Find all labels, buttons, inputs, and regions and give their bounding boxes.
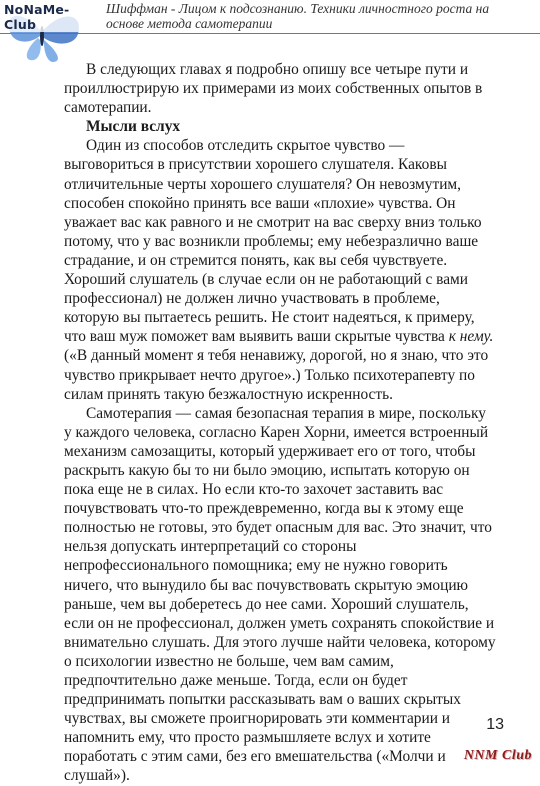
section-heading: Мысли вслух [86, 118, 181, 136]
running-header [106, 1, 536, 31]
paragraph-intro: В следующих главах я подробно опишу все четыре пути и проиллюстрирую их примерами из моих собственных опытов в самотерапии. [64, 61, 483, 117]
paragraph-listener [64, 136, 496, 403]
paragraph-listener-emphasis: к нему. [448, 328, 494, 346]
page-body [64, 60, 496, 786]
paragraph-listener-text: Один из способов отследить скрытое чувство — выговориться в присутствии хорошего слушателя. Каковы отличительные черты хорошего слушателя? Он невозмутим, способен спокойно принять все ваши «плохие» чувства. Он уважает вас как равного и не смотрит на вас сверху вниз только потому, что у вас возникли проблемы; ему небезразлично ваше страдание, и он стремится понять, как вы себя чувствуете. Хороший слушатель (в случае если он не работающий с вами профессионал) не должен лично участвовать в проблеме, которую вы пытаетесь решить. Не стоит надеяться, к примеру, что ваш муж поможет вам выявить ваши скрытые чувства [64, 137, 482, 346]
paragraph-selftherapy: Самотерапия — самая безопасная терапия в мире, поскольку у каждого человека, согласно Карен Хорни, имеется встроенный механизм самозащиты, который удерживает его от того, чтобы раскрыть какую бы то ни было эмоцию, испытать которую он пока еще не в силах. Но если кто-то захочет заставить вас почувствовать что-то преждевременно, когда вы к этому еще полностью не готовы, это будет опасным для вас. Это значит, что нельзя допускать интерпретаций со стороны непрофессионального помощника; ему не нужно говорить ничего, что вынудило бы вас почувствовать скрытую эмоцию раньше, чем вы доберетесь до нее сами. Хороший слушатель, если он не профессионал, должен уметь сохранять спокойствие и внимательно слушать. Для этого лучше найти человека, которому о психологии известно не больше, чем вам самим, предпочтительно даже меньше. Тогда, если он будет предпринимать попытки рассказывать вам о ваших скрытых чувствах, вы сможете проигнорировать эти комментарии и напомнить ему, что просто размышляете вслух и хотите поработать с этим сами, без его вмешательства («Молчи и слушай»). [64, 404, 496, 785]
paragraph-listener-tail: («В данный момент я тебя ненавижу, дорогой, но я знаю, что это чувство прикрывает нечто другое».) Только психотерапевту по силам принять такую безжалостную искренность. [64, 347, 489, 403]
footer-logo: NNM Club [463, 748, 532, 763]
watermark-text: NoNaMe-Club [2, 2, 98, 32]
header-line-1: Шиффман - Лицом к подсознанию. Техники личностного роста на [106, 1, 490, 16]
header-line-2: основе метода самотерапии [106, 16, 273, 31]
page-number: 13 [486, 716, 504, 733]
